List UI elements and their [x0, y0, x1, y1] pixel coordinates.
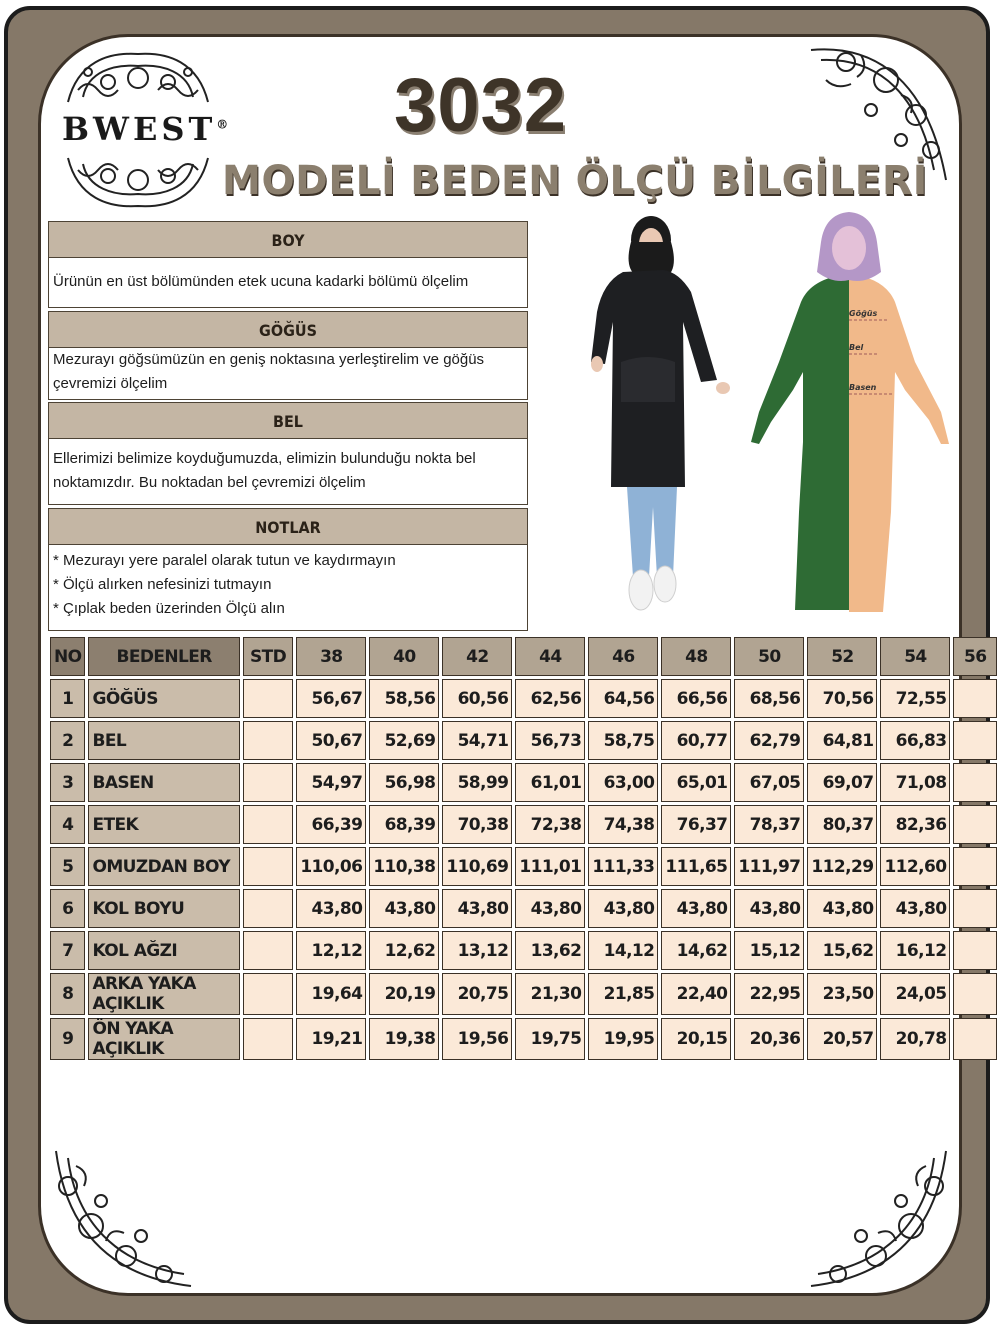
size-table-body	[50, 679, 997, 1060]
size-value-cell: 50,67	[296, 721, 366, 760]
size-value-cell: 19,21	[296, 1018, 366, 1060]
brand-logo	[62, 110, 228, 148]
size-value-cell: 112,60	[880, 847, 950, 886]
model-number: 3032	[394, 63, 568, 148]
table-row	[50, 721, 997, 760]
row-number: 4	[50, 805, 85, 844]
info-body	[48, 258, 528, 308]
size-value-cell: 69,07	[807, 763, 877, 802]
row-label: OMUZDAN BOY	[88, 847, 239, 886]
size-value-cell: 23,50	[807, 973, 877, 1015]
info-section-bel	[48, 402, 528, 505]
size-value-cell	[953, 889, 997, 928]
size-value-cell: 43,80	[880, 889, 950, 928]
size-value-cell: 20,78	[880, 1018, 950, 1060]
size-value-cell: 68,56	[734, 679, 804, 718]
size-value-cell: 43,80	[588, 889, 658, 928]
size-value-cell: 43,80	[661, 889, 731, 928]
header-size: 56	[953, 637, 997, 676]
info-heading: GÖĞÜS	[48, 311, 528, 348]
row-label: BEL	[88, 721, 239, 760]
row-label: ARKA YAKA AÇIKLIK	[88, 973, 239, 1015]
info-line: * Ölçü alırken nefesinizi tutmayın	[53, 576, 272, 593]
row-number: 7	[50, 931, 85, 970]
info-line: Ürünün en üst bölümünden etek ucuna kadarki bölümü ölçelim	[53, 273, 469, 290]
size-value-cell: 111,65	[661, 847, 731, 886]
size-value-cell	[953, 973, 997, 1015]
info-line: Mezurayı göğsümüzün en geniş noktasına yerleştirelim ve göğüs	[53, 351, 485, 368]
header-size: 54	[880, 637, 950, 676]
header-std: STD	[243, 637, 293, 676]
diagram-label-bel: Bel	[849, 343, 864, 352]
std-cell	[243, 973, 293, 1015]
size-value-cell: 60,56	[442, 679, 512, 718]
size-value-cell: 20,57	[807, 1018, 877, 1060]
header-size: 44	[515, 637, 585, 676]
size-value-cell: 72,55	[880, 679, 950, 718]
size-value-cell: 58,75	[588, 721, 658, 760]
size-value-cell: 20,36	[734, 1018, 804, 1060]
size-value-cell: 15,12	[734, 931, 804, 970]
size-value-cell: 22,95	[734, 973, 804, 1015]
size-value-cell: 16,12	[880, 931, 950, 970]
size-value-cell: 24,05	[880, 973, 950, 1015]
size-value-cell: 14,62	[661, 931, 731, 970]
size-value-cell: 13,12	[442, 931, 512, 970]
size-value-cell: 43,80	[734, 889, 804, 928]
info-heading: NOTLAR	[48, 508, 528, 545]
diagram-label-basen: Basen	[849, 383, 877, 392]
size-value-cell: 54,71	[442, 721, 512, 760]
size-value-cell: 43,80	[296, 889, 366, 928]
size-value-cell: 64,56	[588, 679, 658, 718]
size-value-cell: 61,01	[515, 763, 585, 802]
header-size: 40	[369, 637, 439, 676]
row-number: 1	[50, 679, 85, 718]
size-value-cell	[953, 1018, 997, 1060]
ornament-top-left-icon	[58, 42, 218, 112]
size-value-cell: 20,19	[369, 973, 439, 1015]
size-value-cell: 74,38	[588, 805, 658, 844]
info-line: * Çıplak beden üzerinden Ölçü alın	[53, 600, 285, 617]
info-body	[48, 545, 528, 631]
size-value-cell: 72,38	[515, 805, 585, 844]
size-value-cell: 64,81	[807, 721, 877, 760]
table-row	[50, 805, 997, 844]
trademark-symbol: ®	[216, 117, 229, 132]
size-value-cell: 14,12	[588, 931, 658, 970]
size-value-cell: 56,73	[515, 721, 585, 760]
size-value-cell: 19,56	[442, 1018, 512, 1060]
size-value-cell: 76,37	[661, 805, 731, 844]
size-value-cell: 43,80	[369, 889, 439, 928]
size-value-cell: 20,75	[442, 973, 512, 1015]
diagram-label-gogus: Göğüs	[849, 309, 878, 318]
size-value-cell: 66,83	[880, 721, 950, 760]
size-value-cell	[953, 679, 997, 718]
std-cell	[243, 721, 293, 760]
size-value-cell: 63,00	[588, 763, 658, 802]
size-value-cell: 60,77	[661, 721, 731, 760]
size-value-cell: 56,67	[296, 679, 366, 718]
size-value-cell: 54,97	[296, 763, 366, 802]
size-value-cell: 15,62	[807, 931, 877, 970]
size-value-cell: 13,62	[515, 931, 585, 970]
table-row	[50, 889, 997, 928]
info-section-notlar	[48, 508, 528, 631]
header-size: 48	[661, 637, 731, 676]
info-line: çevremizi ölçelim	[53, 375, 168, 392]
table-row	[50, 1018, 997, 1060]
size-value-cell: 111,33	[588, 847, 658, 886]
row-label: GÖĞÜS	[88, 679, 239, 718]
row-number: 6	[50, 889, 85, 928]
header-size: 50	[734, 637, 804, 676]
table-row	[50, 679, 997, 718]
row-label: BASEN	[88, 763, 239, 802]
info-line: noktamızdır. Bu noktadan bel çevremizi ölçelim	[53, 474, 366, 491]
header-no: NO	[50, 637, 85, 676]
table-row	[50, 931, 997, 970]
size-value-cell: 43,80	[515, 889, 585, 928]
ornament-logo-bottom-icon	[58, 150, 218, 216]
header-size: 42	[442, 637, 512, 676]
size-value-cell: 67,05	[734, 763, 804, 802]
row-number: 9	[50, 1018, 85, 1060]
size-value-cell: 78,37	[734, 805, 804, 844]
std-cell	[243, 1018, 293, 1060]
row-label: KOL BOYU	[88, 889, 239, 928]
size-value-cell: 62,79	[734, 721, 804, 760]
table-row	[50, 847, 997, 886]
std-cell	[243, 931, 293, 970]
info-heading: BOY	[48, 221, 528, 258]
size-value-cell: 110,06	[296, 847, 366, 886]
size-value-cell: 111,97	[734, 847, 804, 886]
size-value-cell	[953, 931, 997, 970]
size-value-cell: 12,62	[369, 931, 439, 970]
brand-logo-text: BWEST	[62, 110, 217, 148]
size-value-cell: 21,30	[515, 973, 585, 1015]
row-number: 2	[50, 721, 85, 760]
size-value-cell: 12,12	[296, 931, 366, 970]
size-value-cell: 111,01	[515, 847, 585, 886]
row-number: 3	[50, 763, 85, 802]
size-value-cell: 20,15	[661, 1018, 731, 1060]
size-value-cell	[953, 721, 997, 760]
size-value-cell: 21,85	[588, 973, 658, 1015]
header-bedenler: BEDENLER	[88, 637, 239, 676]
info-line: * Mezurayı yere paralel olarak tutun ve kaydırmayın	[53, 552, 396, 569]
info-section-boy	[48, 221, 528, 308]
header-size: 38	[296, 637, 366, 676]
size-value-cell: 43,80	[442, 889, 512, 928]
size-value-cell: 66,39	[296, 805, 366, 844]
size-table	[47, 634, 1000, 1063]
size-value-cell: 58,56	[369, 679, 439, 718]
size-table-header-row	[50, 637, 997, 676]
header-size: 46	[588, 637, 658, 676]
row-label: ETEK	[88, 805, 239, 844]
size-value-cell: 80,37	[807, 805, 877, 844]
size-value-cell: 65,01	[661, 763, 731, 802]
ornament-bottom-right-icon	[806, 1146, 956, 1292]
size-value-cell: 52,69	[369, 721, 439, 760]
size-value-cell: 22,40	[661, 973, 731, 1015]
size-value-cell: 66,56	[661, 679, 731, 718]
body-measurement-diagram	[745, 212, 955, 636]
size-value-cell: 68,39	[369, 805, 439, 844]
size-value-cell	[953, 763, 997, 802]
size-value-cell: 112,29	[807, 847, 877, 886]
info-heading: BEL	[48, 402, 528, 439]
ornament-bottom-left-icon	[46, 1146, 196, 1292]
size-value-cell: 19,75	[515, 1018, 585, 1060]
std-cell	[243, 679, 293, 718]
row-number: 8	[50, 973, 85, 1015]
size-value-cell: 110,38	[369, 847, 439, 886]
info-body	[48, 348, 528, 400]
size-value-cell: 19,64	[296, 973, 366, 1015]
row-label: KOL AĞZI	[88, 931, 239, 970]
size-value-cell: 110,69	[442, 847, 512, 886]
size-value-cell: 70,38	[442, 805, 512, 844]
row-number: 5	[50, 847, 85, 886]
table-row	[50, 973, 997, 1015]
product-model-photo	[583, 212, 753, 636]
std-cell	[243, 763, 293, 802]
size-value-cell	[953, 805, 997, 844]
std-cell	[243, 889, 293, 928]
size-value-cell: 43,80	[807, 889, 877, 928]
info-section-gogus	[48, 311, 528, 400]
row-label: ÖN YAKA AÇIKLIK	[88, 1018, 239, 1060]
info-body	[48, 439, 528, 505]
size-value-cell: 58,99	[442, 763, 512, 802]
size-value-cell: 19,95	[588, 1018, 658, 1060]
std-cell	[243, 805, 293, 844]
table-row	[50, 763, 997, 802]
size-value-cell: 71,08	[880, 763, 950, 802]
page-title: MODELİ BEDEN ÖLÇÜ BİLGİLERİ	[222, 158, 928, 204]
std-cell	[243, 847, 293, 886]
info-line: Ellerimizi belimize koyduğumuzda, elimizin bulunduğu nokta bel	[53, 450, 476, 467]
size-value-cell: 82,36	[880, 805, 950, 844]
size-value-cell: 70,56	[807, 679, 877, 718]
header-size: 52	[807, 637, 877, 676]
size-value-cell	[953, 847, 997, 886]
size-value-cell: 19,38	[369, 1018, 439, 1060]
size-value-cell: 56,98	[369, 763, 439, 802]
size-value-cell: 62,56	[515, 679, 585, 718]
